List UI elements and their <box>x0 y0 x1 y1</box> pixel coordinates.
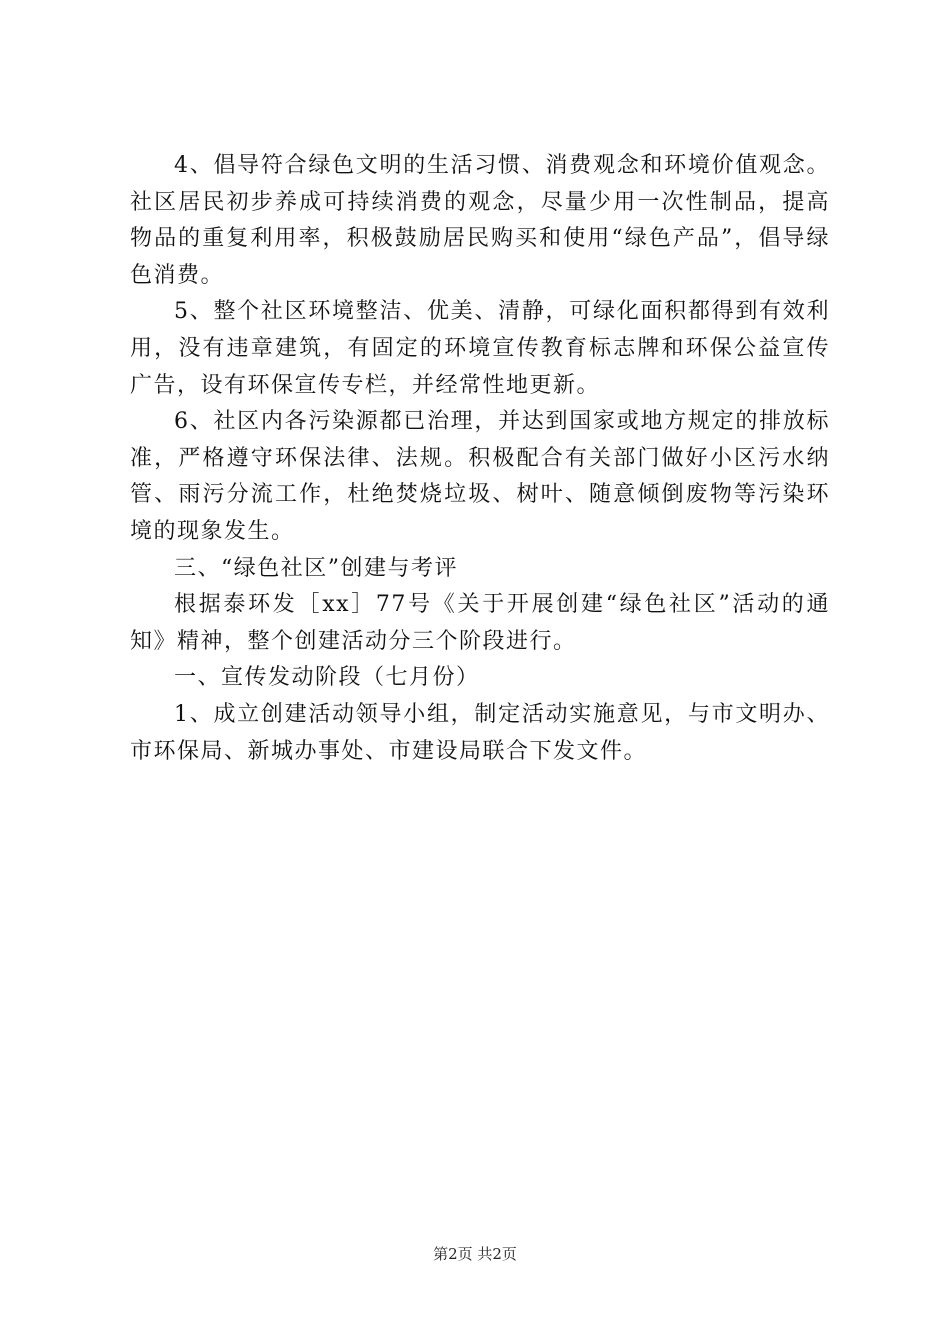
paragraph-item-6: 6、社区内各污染源都已治理，并达到国家或地方规定的排放标准，严格遵守环保法律、法规。积极配合有关部门做好小区污水纳管、雨污分流工作，杜绝焚烧垃圾、树叶、随意倾倒废物等污染环境的现象发生。 <box>130 409 830 544</box>
paragraph-item-1: 1、成立创建活动领导小组，制定活动实施意见，与市文明办、市环保局、新城办事处、市建设局联合下发文件。 <box>130 701 830 764</box>
paragraph-notice: 根据泰环发［xx］77号《关于开展创建“绿色社区”活动的通知》精神，整个创建活动分三个阶段进行。 <box>130 592 830 654</box>
paragraph-item-4: 4、倡导符合绿色文明的生活习惯、消费观念和环境价值观念。社区居民初步养成可持续消费的观念，尽量少用一次性制品，提高物品的重复利用率，积极鼓励居民购买和使用“绿色产品”，倡导绿色消费。 <box>130 153 830 288</box>
stage-heading-one: 一、宣传发动阶段（七月份） <box>174 665 480 691</box>
paragraph-item-5: 5、整个社区环境整洁、优美、清静，可绿化面积都得到有效利用，没有违章建筑，有固定的环境宣传教育标志牌和环保公益宣传广告，设有环保宣传专栏，并经常性地更新。 <box>130 299 830 398</box>
page-footer: 第2页 共2页 <box>433 1245 517 1263</box>
section-heading-three: 三、“绿色社区”创建与考评 <box>174 555 458 581</box>
document-body <box>130 148 830 770</box>
